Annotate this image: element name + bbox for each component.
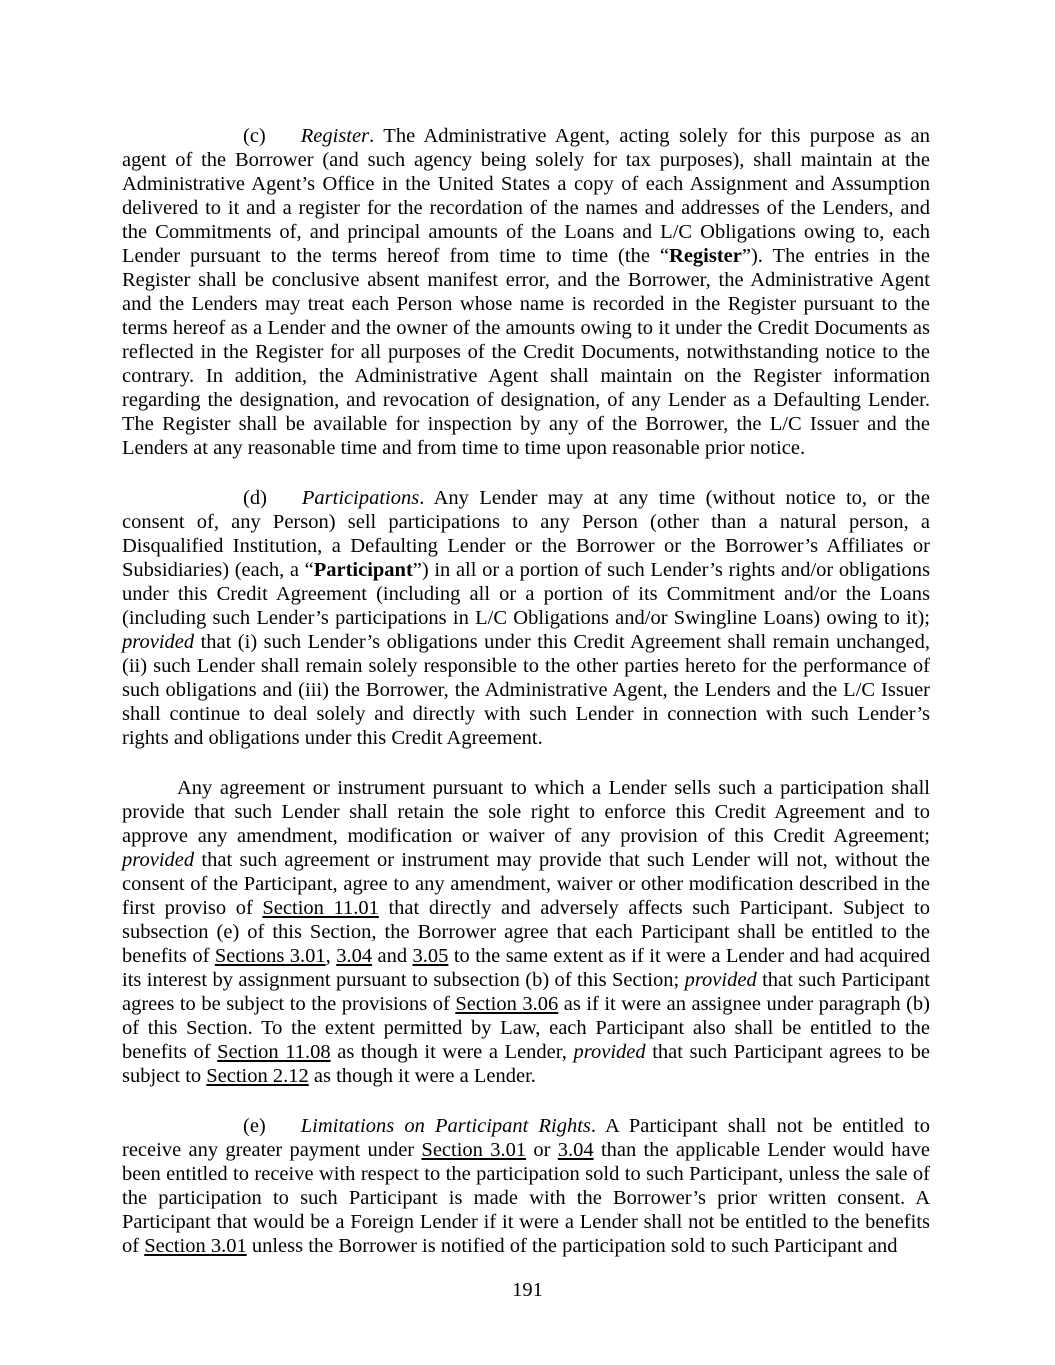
text-run: and: [372, 945, 413, 967]
italic-run: Register: [300, 125, 370, 147]
text-run: as though it were a Lender.: [308, 1065, 536, 1087]
section-reference: 3.04: [336, 945, 373, 967]
italic-run: provided: [684, 969, 757, 991]
text-run: . Any Lender may at any time (without notice to, or the consent of, any Person) sell participations to any Person (other than a natural person, a Disqualified Institution, a Defaulting Lender or the Borrower or the Borrower’s Affiliates or Subsidiaries) (each, a “: [122, 487, 930, 581]
text-run: to the same extent as if it were a Lender and had acquired its interest by assignment pursuant to subsection (b) of this Section;: [122, 945, 930, 991]
italic-run: provided: [122, 631, 195, 653]
text-run: . A Participant shall not be entitled to receive any greater payment under: [122, 1115, 930, 1161]
paragraph-c-register: [122, 124, 930, 460]
text-run: (c): [243, 125, 266, 147]
text-run: . The Administrative Agent, acting solely for this purpose as an agent of the Borrower (and such agency being solely for tax purposes), shall maintain at the Administrative Agent’s Office in the United States a copy of each Assignment and Assumption delivered to it and a register for the recordation of the names and addresses of the Lenders, and the Commitments of, and principal amounts of the Loans and L/C Obligations owing to, each Lender pursuant to the terms hereof from time to time (the “: [122, 125, 930, 267]
section-reference: Section 2.12: [206, 1065, 309, 1087]
section-reference: Section 3.01: [144, 1235, 247, 1257]
text-run: that such Participant agrees to be subject to the provisions of: [122, 969, 931, 1015]
bold-term: Register: [669, 245, 742, 267]
paragraph-e-limitations: [122, 1114, 930, 1258]
paragraph-d-participations: [122, 486, 930, 750]
text-run: ,: [325, 945, 337, 967]
text-run: that such Participant agrees to be subject to: [122, 1041, 930, 1087]
text-run: as if it were an assignee under paragraph (b) of this Section. To the extent permitted by Law, each Participant also shall be entitled to the benefits of: [122, 993, 930, 1063]
text-run: that such agreement or instrument may provide that such Lender will not, without the consent of the Participant, agree to any amendment, waiver or other modification described in the first proviso of: [122, 849, 930, 919]
text-run: (d): [243, 487, 267, 509]
italic-run: Limitations on Participant Rights: [300, 1115, 591, 1137]
text-run: (e): [243, 1115, 266, 1137]
paragraph-participation-agreement: [122, 776, 930, 1088]
italic-run: provided: [122, 849, 195, 871]
text-run: or: [526, 1139, 558, 1161]
text-run: ”). The entries in the Register shall be conclusive absent manifest error, and the Borrower, the Administrative Agent and the Lenders may treat each Person whose name is recorded in the Register pursuant to the terms hereof as a Lender and the owner of the amounts owing to it under the Credit Documents as reflected in the Register for all purposes of the Credit Documents, notwithstanding notice to the contrary. In addition, the Administrative Agent shall maintain on the Register information regarding the designation, and revocation of designation, of any Lender as a Defaulting Lender. The Register shall be available for inspection by any of the Borrower, the L/C Issuer and the Lenders at any reasonable time and from time to time upon reasonable prior notice.: [122, 245, 931, 459]
text-run: Any agreement or instrument pursuant to which a Lender sells such a participation shall provide that such Lender shall retain the sole right to enforce this Credit Agreement and to approve any amendment, modification or waiver of any provision of this Credit Agreement;: [122, 777, 930, 847]
text-run: that (i) such Lender’s obligations under this Credit Agreement shall remain unchanged, (ii) such Lender shall remain solely responsible to the other parties hereto for the performance of such obligations and (iii) the Borrower, the Administrative Agent, the Lenders and the L/C Issuer shall continue to deal solely and directly with such Lender in connection with such Lender’s rights and obligations under this Credit Agreement.: [122, 631, 930, 749]
text-run: that directly and adversely affects such Participant. Subject to subsection (e) of this Section, the Borrower agree that each Participant shall be entitled to the benefits of: [122, 897, 930, 967]
page-number: 191: [512, 1279, 543, 1301]
section-reference: Section 3.01: [421, 1139, 527, 1161]
section-reference: Sections 3.01: [214, 945, 326, 967]
section-reference: Section 11.08: [217, 1041, 331, 1063]
section-reference: 3.04: [557, 1139, 594, 1161]
text-run: as though it were a Lender,: [330, 1041, 574, 1063]
document-body: [122, 124, 930, 1258]
text-run: than the applicable Lender would have been entitled to receive with respect to the participation sold to such Participant, unless the sale of the participation to such Participant is made with the Borrower’s prior written consent. A Participant that would be a Foreign Lender if it were a Lender shall not be entitled to the benefits of: [122, 1139, 930, 1257]
italic-run: Participations: [301, 487, 420, 509]
section-reference: Section 3.06: [455, 993, 559, 1015]
text-run: ”) in all or a portion of such Lender’s rights and/or obligations under this Credit Agreement (including all or a portion of its Commitment and/or the Loans (including such Lender’s participations in L/C Obligations and/or Swingline Loans) owing to it);: [122, 559, 930, 629]
section-reference: Section 11.01: [262, 897, 379, 919]
bold-term: Participant: [313, 559, 413, 581]
italic-run: provided: [573, 1041, 646, 1063]
text-run: unless the Borrower is notified of the participation sold to such Participant and: [246, 1235, 898, 1257]
section-reference: 3.05: [412, 945, 449, 967]
